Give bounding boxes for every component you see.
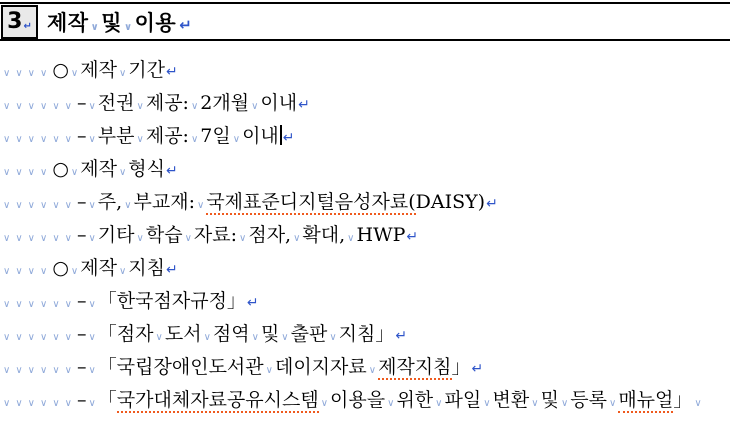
space-mark-icon: ∨ (3, 68, 11, 79)
misspelled-text: 국제표준디지털음성자료( (206, 191, 416, 213)
space-mark-icon: ∨ (293, 233, 301, 244)
section-number: 3 (7, 8, 23, 34)
text-run: 제작 (80, 59, 117, 81)
space-mark-icon: ∨ (27, 200, 35, 211)
document-body[interactable] (0, 54, 730, 417)
text-run: 전권 (97, 92, 135, 114)
space-mark-icon: ∨ (64, 299, 72, 310)
space-mark-icon: ∨ (39, 101, 48, 112)
text-run: – (76, 389, 87, 411)
space-mark-icon: ∨ (39, 200, 48, 211)
space-mark-icon: ∨ (88, 332, 96, 343)
text-run: 제작 (80, 158, 117, 180)
space-mark-icon: ∨ (27, 398, 35, 409)
text-run: 확대, (302, 224, 346, 246)
text-run: 및 (540, 389, 559, 411)
space-mark-icon: ∨ (64, 332, 72, 343)
text-run: HWP (356, 224, 406, 246)
return-mark-icon: ↵ (282, 130, 295, 146)
space-mark-icon: ∨ (347, 233, 355, 244)
document-line[interactable] (3, 252, 730, 285)
text-run: 「한국점자규정」 (97, 290, 246, 312)
text-run: 출판 (290, 323, 328, 345)
text-run: 데이지자료 (274, 356, 367, 378)
space-mark-icon: ∨ (39, 68, 48, 79)
space-mark-icon: ∨ (694, 398, 702, 409)
return-mark-icon: ↵ (179, 15, 193, 34)
text-run: 2개월 (200, 92, 250, 114)
text-run: ○ (52, 158, 69, 180)
text-run: 7일 (200, 125, 231, 147)
space-mark-icon: ∨ (265, 365, 273, 376)
space-mark-icon: ∨ (39, 233, 48, 244)
misspelled-text: 국가대체자료공유시스템 (116, 389, 319, 411)
space-mark-icon: ∨ (52, 200, 60, 211)
document-line[interactable] (3, 219, 730, 252)
text-run: 지침」 (338, 323, 395, 345)
space-mark-icon: ∨ (251, 101, 259, 112)
space-mark-icon: ∨ (88, 134, 96, 145)
space-mark-icon: ∨ (124, 200, 132, 211)
space-mark-icon: ∨ (15, 68, 23, 79)
text-run: – (76, 224, 87, 246)
space-mark-icon: ∨ (88, 101, 96, 112)
space-mark-icon: ∨ (70, 167, 79, 178)
text-run: 점자, (248, 224, 292, 246)
space-mark-icon: ∨ (124, 21, 133, 33)
space-mark-icon: ∨ (52, 332, 60, 343)
space-mark-icon: ∨ (387, 398, 395, 409)
space-mark-icon: ∨ (52, 233, 60, 244)
text-run: 위한 (396, 389, 434, 411)
text-run: 제작 (47, 10, 89, 35)
space-mark-icon: ∨ (3, 200, 11, 211)
text-run: 기간 (128, 59, 165, 81)
space-mark-icon: ∨ (64, 365, 72, 376)
return-mark-icon: ↵ (246, 295, 259, 311)
text-run: DAISY) (415, 191, 486, 213)
space-mark-icon: ∨ (3, 101, 11, 112)
text-run: 이내 (260, 92, 298, 114)
text-caret (280, 125, 282, 145)
space-mark-icon: ∨ (64, 200, 72, 211)
space-mark-icon: ∨ (155, 332, 163, 343)
document-line[interactable] (3, 384, 730, 417)
space-mark-icon: ∨ (15, 398, 23, 409)
space-mark-icon: ∨ (88, 299, 96, 310)
space-mark-icon: ∨ (15, 167, 23, 178)
space-mark-icon: ∨ (3, 332, 11, 343)
space-mark-icon: ∨ (483, 398, 491, 409)
space-mark-icon: ∨ (27, 233, 35, 244)
space-mark-icon: ∨ (3, 167, 11, 178)
space-mark-icon: ∨ (3, 365, 11, 376)
text-run: 점역 (212, 323, 250, 345)
return-mark-icon: ↵ (166, 64, 178, 80)
return-mark-icon: ↵ (166, 262, 178, 278)
document-line[interactable] (3, 87, 730, 120)
text-run: 부분 (97, 125, 135, 147)
space-mark-icon: ∨ (39, 266, 48, 277)
text-run: 」 (673, 389, 693, 411)
space-mark-icon: ∨ (15, 134, 23, 145)
space-mark-icon: ∨ (281, 332, 289, 343)
text-run: – (76, 323, 87, 345)
text-run: 이내 (242, 125, 279, 147)
text-run: ○ (52, 257, 69, 279)
space-mark-icon: ∨ (3, 233, 11, 244)
space-mark-icon: ∨ (39, 398, 48, 409)
space-mark-icon: ∨ (232, 134, 241, 145)
space-mark-icon: ∨ (88, 233, 96, 244)
space-mark-icon: ∨ (118, 266, 127, 277)
text-run: 「국립장애인도서관 (97, 356, 264, 378)
text-run: 이용을 (330, 389, 386, 411)
space-mark-icon: ∨ (3, 266, 11, 277)
space-mark-icon: ∨ (15, 200, 23, 211)
space-mark-icon: ∨ (70, 266, 79, 277)
section-number-cell (1, 5, 38, 39)
space-mark-icon: ∨ (52, 134, 60, 145)
space-mark-icon: ∨ (27, 332, 35, 343)
space-mark-icon: ∨ (52, 101, 60, 112)
text-run: – (76, 92, 87, 114)
space-mark-icon: ∨ (27, 101, 35, 112)
document-line[interactable] (3, 54, 730, 87)
document-line[interactable] (3, 120, 730, 153)
space-mark-icon: ∨ (197, 200, 205, 211)
document-line[interactable] (3, 153, 730, 186)
space-mark-icon: ∨ (136, 233, 144, 244)
return-mark-icon: ↵ (406, 229, 419, 245)
misspelled-text: 제작지침 (378, 356, 452, 378)
text-run: 기타 (97, 224, 135, 246)
text-run: – (76, 356, 87, 378)
text-run: 주, (97, 191, 123, 213)
space-mark-icon: ∨ (251, 332, 259, 343)
return-mark-icon: ↵ (471, 361, 484, 377)
section-header (0, 2, 730, 41)
document-page (0, 2, 730, 425)
space-mark-icon: ∨ (27, 167, 35, 178)
text-run: 지침 (128, 257, 165, 279)
text-run: 도서 (164, 323, 202, 345)
space-mark-icon: ∨ (15, 233, 23, 244)
space-mark-icon: ∨ (88, 200, 96, 211)
space-mark-icon: ∨ (15, 101, 23, 112)
text-run: 이용 (134, 10, 177, 35)
space-mark-icon: ∨ (27, 299, 35, 310)
space-mark-icon: ∨ (52, 398, 60, 409)
space-mark-icon: ∨ (39, 134, 48, 145)
space-mark-icon: ∨ (3, 398, 11, 409)
space-mark-icon: ∨ (136, 134, 144, 145)
section-title (47, 7, 192, 37)
document-line[interactable] (3, 318, 730, 351)
space-mark-icon: ∨ (52, 365, 60, 376)
text-run: 학습 (145, 224, 183, 246)
space-mark-icon: ∨ (136, 101, 144, 112)
text-run: 및 (101, 10, 122, 35)
space-mark-icon: ∨ (560, 398, 569, 409)
space-mark-icon: ∨ (3, 134, 11, 145)
space-mark-icon: ∨ (368, 365, 377, 376)
document-line[interactable] (3, 351, 730, 384)
space-mark-icon: ∨ (39, 167, 48, 178)
space-mark-icon: ∨ (15, 332, 23, 343)
misspelled-text: 매뉴얼 (618, 389, 674, 411)
text-run: 「점자 (97, 323, 154, 345)
space-mark-icon: ∨ (184, 233, 192, 244)
space-mark-icon: ∨ (531, 398, 539, 409)
text-run: 제공: (145, 125, 189, 147)
text-run: 」 (451, 356, 471, 378)
return-mark-icon: ↵ (166, 163, 178, 179)
text-run: 부교재: (133, 191, 195, 213)
document-line[interactable] (3, 285, 730, 318)
space-mark-icon: ∨ (90, 21, 100, 33)
document-line[interactable] (3, 186, 730, 219)
text-run: 자료: (193, 224, 238, 246)
text-run: 제작 (80, 257, 117, 279)
return-mark-icon: ↵ (395, 328, 408, 344)
space-mark-icon: ∨ (15, 266, 23, 277)
text-run: 및 (260, 323, 280, 345)
space-mark-icon: ∨ (88, 398, 96, 409)
text-run: 파일 (444, 389, 482, 411)
space-mark-icon: ∨ (64, 398, 72, 409)
return-mark-icon: ↵ (486, 196, 498, 212)
space-mark-icon: ∨ (435, 398, 443, 409)
text-run: ○ (52, 59, 69, 81)
space-mark-icon: ∨ (239, 233, 247, 244)
space-mark-icon: ∨ (608, 398, 617, 409)
space-mark-icon: ∨ (27, 68, 35, 79)
space-mark-icon: ∨ (118, 167, 127, 178)
space-mark-icon: ∨ (39, 299, 48, 310)
space-mark-icon: ∨ (88, 365, 96, 376)
space-mark-icon: ∨ (320, 398, 329, 409)
text-run: – (76, 290, 87, 312)
space-mark-icon: ∨ (27, 134, 35, 145)
space-mark-icon: ∨ (15, 299, 23, 310)
space-mark-icon: ∨ (190, 134, 199, 145)
text-run: 등록 (570, 389, 607, 411)
text-run: – (76, 125, 87, 147)
space-mark-icon: ∨ (27, 266, 35, 277)
return-mark-icon: ↵ (298, 97, 310, 113)
space-mark-icon: ∨ (52, 299, 60, 310)
space-mark-icon: ∨ (27, 365, 35, 376)
text-run: – (76, 191, 87, 213)
space-mark-icon: ∨ (64, 233, 72, 244)
text-run: 제공: (145, 92, 189, 114)
space-mark-icon: ∨ (64, 134, 72, 145)
space-mark-icon: ∨ (3, 299, 11, 310)
space-mark-icon: ∨ (203, 332, 211, 343)
space-mark-icon: ∨ (39, 332, 48, 343)
text-run: 변환 (492, 389, 530, 411)
return-mark-icon: ↵ (23, 20, 32, 32)
space-mark-icon: ∨ (15, 365, 23, 376)
space-mark-icon: ∨ (64, 101, 72, 112)
space-mark-icon: ∨ (190, 101, 199, 112)
space-mark-icon: ∨ (70, 68, 79, 79)
space-mark-icon: ∨ (118, 68, 127, 79)
text-run: 형식 (128, 158, 165, 180)
space-mark-icon: ∨ (329, 332, 337, 343)
text-run: 「 (97, 389, 117, 411)
space-mark-icon: ∨ (39, 365, 48, 376)
